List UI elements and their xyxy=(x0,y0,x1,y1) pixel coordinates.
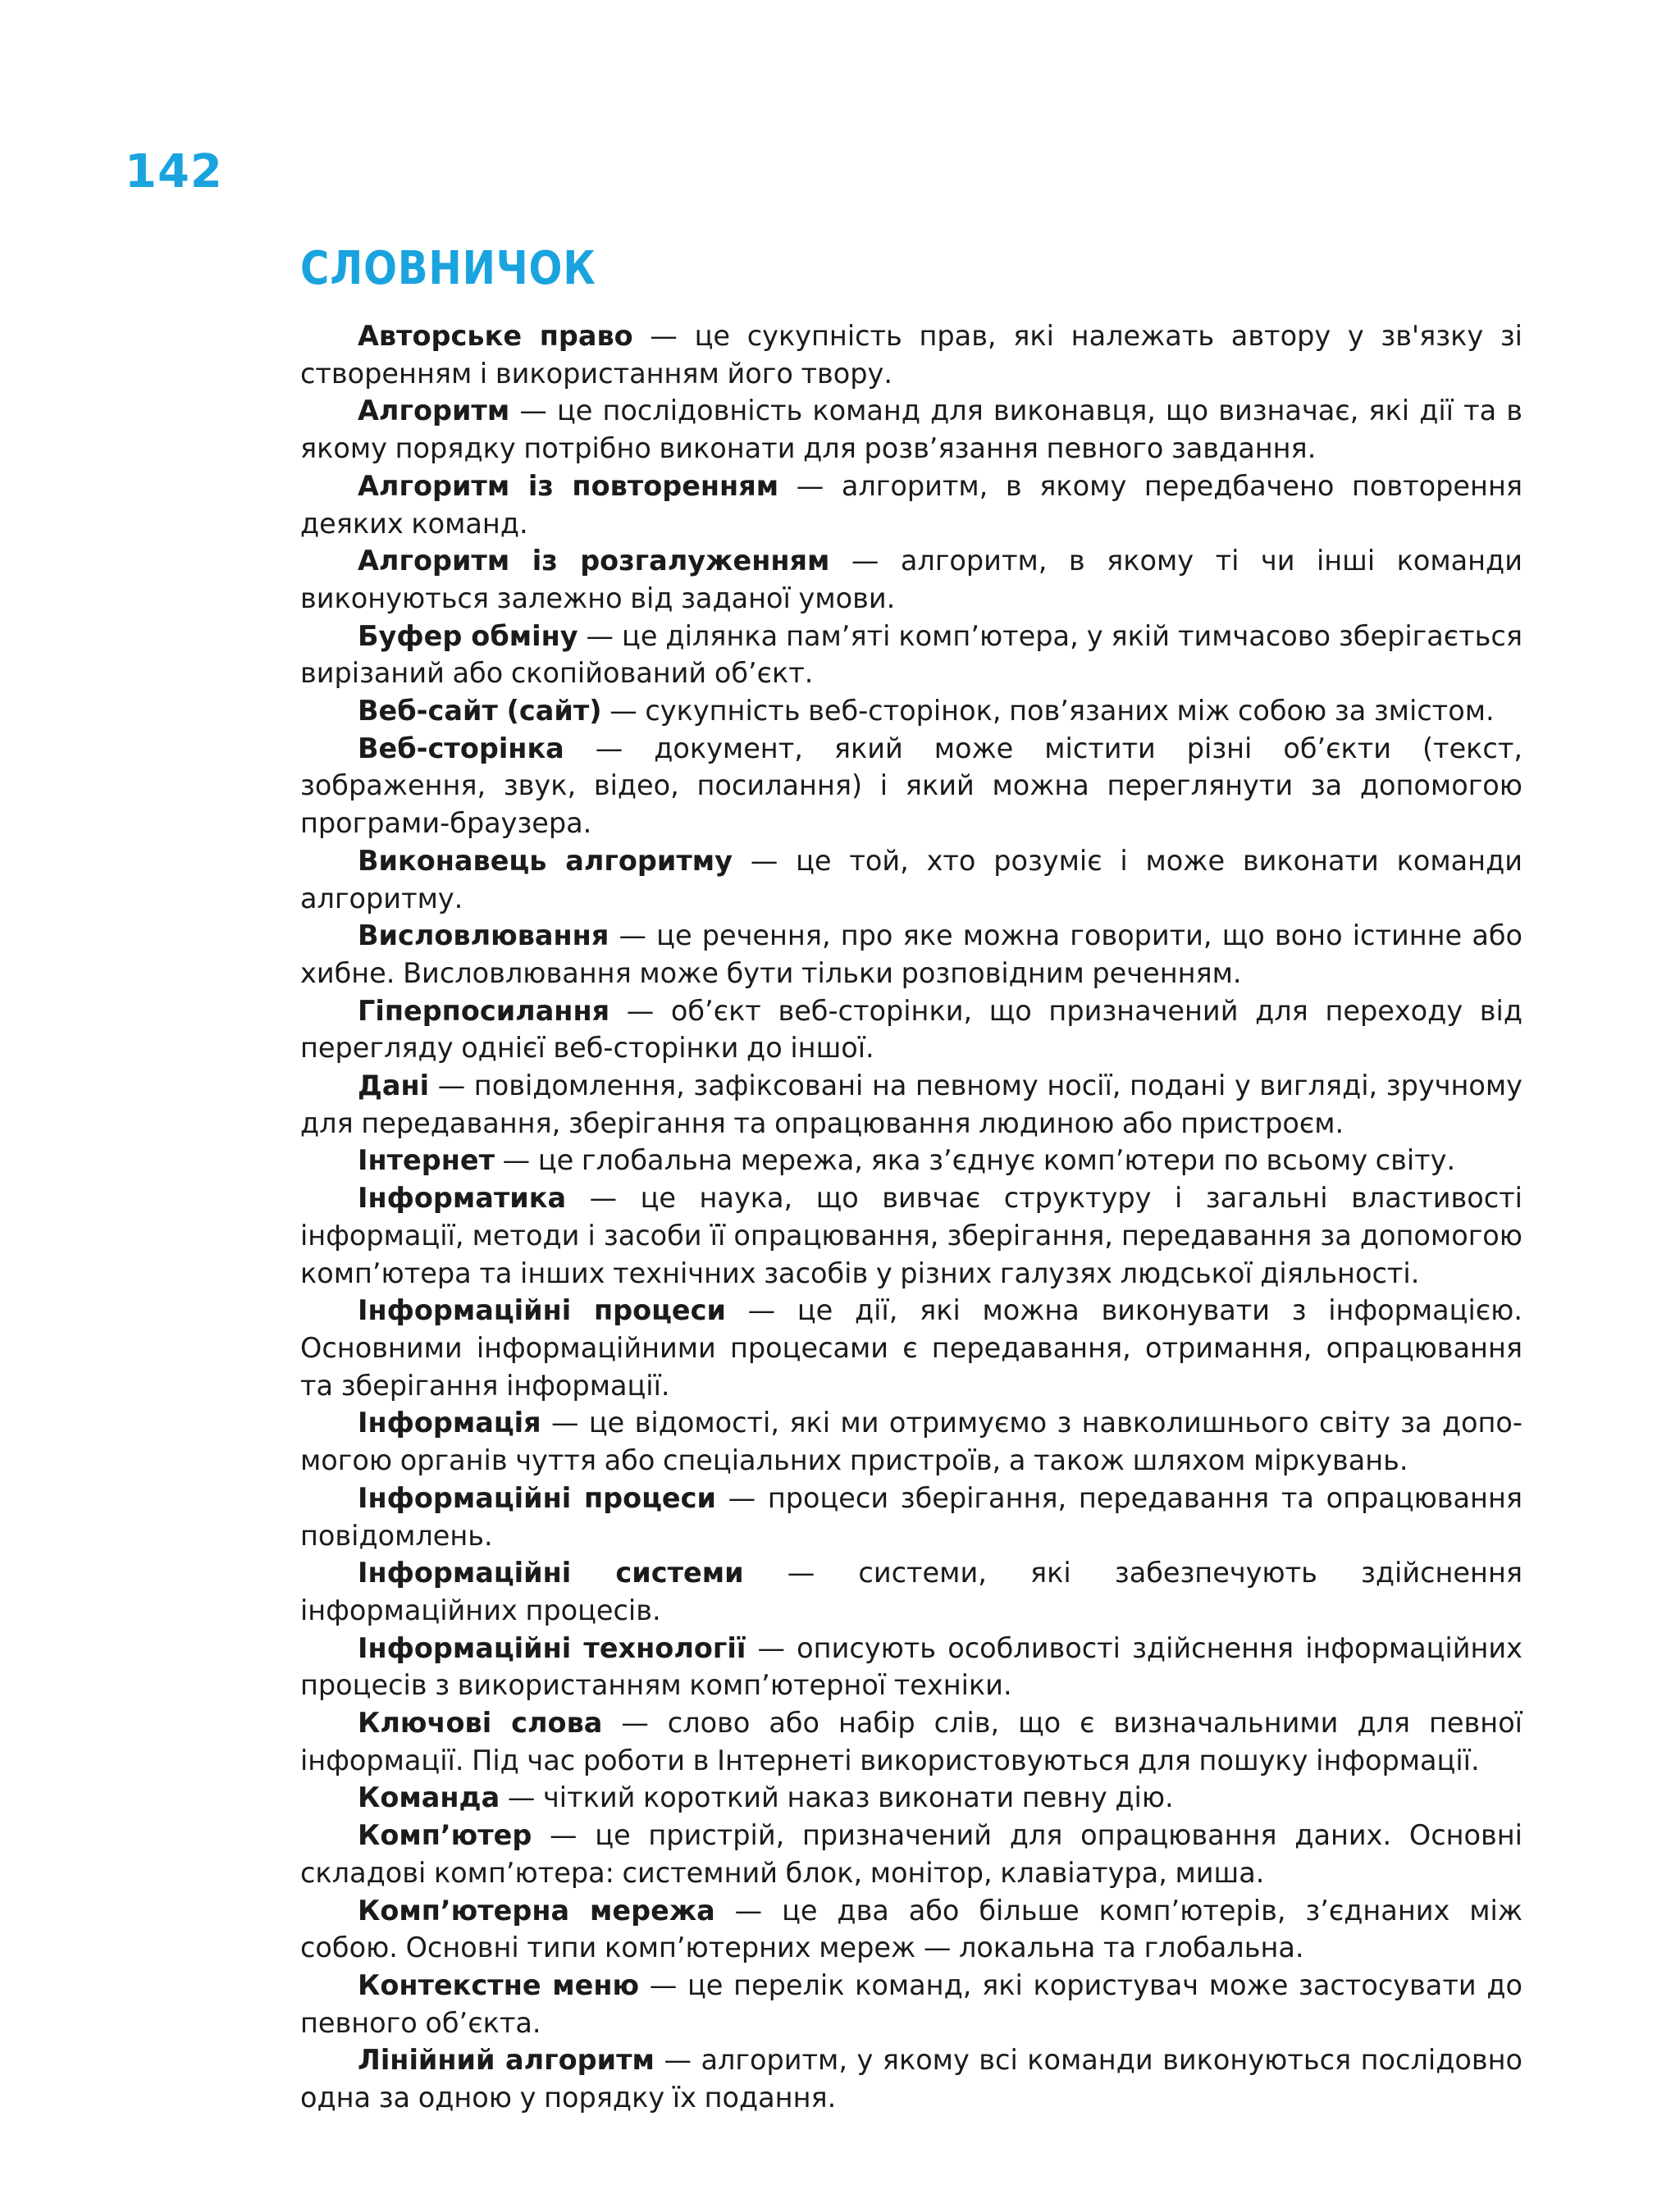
glossary-entry xyxy=(300,467,1522,542)
glossary-definition: — це глобальна мережа, яка з’єднує комп’ютери по всьому світу. xyxy=(495,1144,1456,1177)
glossary-term: Команда xyxy=(358,1781,500,1814)
glossary-entry xyxy=(300,730,1522,842)
glossary-definition: — системи, які забезпечують здійснення інформаційних процесів. xyxy=(300,1557,1522,1626)
glossary-entry xyxy=(300,392,1522,467)
glossary-term: Алгоритм із розгалуженням xyxy=(358,545,830,577)
glossary-term: Алгоритм із повторенням xyxy=(358,469,779,502)
glossary-entry xyxy=(300,1179,1522,1292)
glossary-entry xyxy=(300,1404,1522,1479)
glossary-entry xyxy=(300,542,1522,617)
glossary-entry xyxy=(300,1779,1522,1817)
glossary-definition: — це відомості, які ми отримуємо з навколишнього світу за допомогою органів чуття або спеціальних пристроїв, а також шляхом міркувань. xyxy=(300,1407,1522,1477)
page-title: СЛОВНИЧОК xyxy=(300,242,596,295)
glossary-definition: — це наука, що вивчає структуру і загальні властивості інформації, методи і засоби її опрацювання, зберігання, передавання за допомогою комп’ютера та інших технічних засобів у різних галузях людської діяльності. xyxy=(300,1182,1522,1289)
glossary-definition: — описують особливості здійснення інформаційних процесів з використанням комп’ютерної техніки. xyxy=(300,1631,1522,1702)
glossary-term: Інформаційні процеси xyxy=(358,1294,726,1327)
glossary-entry xyxy=(300,692,1522,730)
glossary-entry xyxy=(300,1704,1522,1779)
glossary-term: Інформація xyxy=(358,1407,541,1439)
glossary-definition: — це дії, які можна виконувати з інформацією. Основними інформаційними процесами є передавання, отримання, опрацювання та зберігання інформації. xyxy=(300,1294,1523,1402)
page-number: 142 xyxy=(125,145,223,198)
glossary-definition: — це послідовність команд для виконавця, що визначає, які дії та в якому порядку потрібно виконати для розв’язання певного завдання. xyxy=(300,395,1522,465)
glossary-entry xyxy=(300,1892,1522,1967)
glossary-term: Авторське право xyxy=(358,320,633,352)
glossary-entry xyxy=(300,992,1522,1067)
glossary-entry xyxy=(300,1142,1522,1179)
glossary-term: Ключові слова xyxy=(358,1707,603,1740)
glossary-entry xyxy=(300,1630,1522,1704)
glossary-entry xyxy=(300,1817,1522,1891)
glossary-term: Гіперпосилання xyxy=(358,994,610,1027)
glossary-entry xyxy=(300,2041,1522,2116)
glossary-definition: — повідомлення, зафіксовані на певному носії, подані у вигляді, зручному для передавання, зберігання та опрацювання людиною або пристроєм. xyxy=(300,1070,1522,1139)
glossary-term: Алгоритм xyxy=(358,395,510,427)
glossary-entry xyxy=(300,1554,1522,1629)
glossary-term: Виконавець алгоритму xyxy=(358,844,733,877)
glossary-entry xyxy=(300,317,1522,392)
glossary-definition: — чіткий короткий наказ виконати певну дію. xyxy=(500,1781,1174,1814)
glossary-definition: — це пристрій, призначений для опрацювання даних. Основні складові комп’ютера: системний блок, монітор, клавіатура, миша. xyxy=(300,1819,1522,1889)
glossary-definition: — документ, який може містити різні об’єкти (текст, зображення, звук, відео, посилання) і який можна переглянути за допомогою програми-браузера. xyxy=(300,732,1522,840)
glossary-term: Висловлювання xyxy=(358,919,609,952)
glossary-definition: — алгоритм, у якому всі команди виконуються послідовно одна за одною у порядку їх подання. xyxy=(300,2044,1522,2114)
glossary-entry xyxy=(300,1967,1522,2041)
glossary-term: Комп’ютер xyxy=(358,1819,532,1852)
glossary-term: Інформатика xyxy=(358,1182,567,1215)
glossary-term: Дані xyxy=(358,1070,430,1102)
glossary-definition: — алгоритм, в якому передбачено повторення деяких команд. xyxy=(300,469,1522,540)
glossary-term: Веб-сайт (сайт) xyxy=(358,695,602,727)
glossary-term: Інтернет xyxy=(358,1144,495,1177)
glossary-term: Інформаційні процеси xyxy=(358,1481,716,1514)
glossary-entry xyxy=(300,1480,1522,1554)
glossary-definition: — це той, хто розуміє і може виконати команди алгоритму. xyxy=(300,844,1522,914)
glossary-term: Інформаційні технології xyxy=(358,1631,746,1664)
glossary-entry xyxy=(300,842,1522,917)
glossary-term: Інформаційні системи xyxy=(358,1557,744,1589)
glossary-entry xyxy=(300,618,1522,692)
glossary-definition: — сукупність веб-сторінок, пов’язаних між собою за змістом. xyxy=(601,695,1495,727)
glossary-definition: — слово або набір слів, що є визначальними для певної інформації. Під час роботи в Інтернеті використовуються для пошуку інформації. xyxy=(300,1707,1522,1776)
glossary-definition: — алгоритм, в якому ті чи інші команди виконуються залежно від заданої умови. xyxy=(300,545,1522,614)
glossary-entry xyxy=(300,1067,1522,1142)
glossary-definition: — це сукупність прав, які належать автору у зв'язку зі створенням і використанням його твору. xyxy=(300,320,1522,390)
glossary-entry xyxy=(300,917,1522,992)
glossary-definition: — це речення, про яке можна говорити, що воно істинне або хибне. Висловлювання може бути тільки розповідним реченням. xyxy=(300,919,1522,989)
glossary-definition: — це ділянка пам’яті комп’ютера, у якій тимчасово зберігається вирізаний або скопійований об’єкт. xyxy=(300,619,1522,690)
glossary-term: Веб-сторінка xyxy=(358,732,564,764)
glossary-term: Комп’ютерна мережа xyxy=(358,1894,715,1927)
glossary-term: Буфер обміну xyxy=(358,619,578,652)
glossary-list xyxy=(300,317,1522,2117)
glossary-definition: — об’єкт веб-сторінки, що призначений для переходу від перегляду однієї веб-сторінки до іншої. xyxy=(300,994,1522,1065)
glossary-term: Лінійний алгоритм xyxy=(358,2044,655,2077)
glossary-definition: — процеси зберігання, передавання та опрацювання повідомлень. xyxy=(300,1481,1522,1552)
glossary-entry xyxy=(300,1292,1522,1404)
glossary-term: Контекстне меню xyxy=(358,1968,640,2001)
glossary-definition: — це два або більше комп’ютерів, з’єднаних між собою. Основні типи комп’ютерних мереж — локальна та глобальна. xyxy=(300,1894,1522,1964)
glossary-definition: — це перелік команд, які користувач може застосувати до певного об’єкта. xyxy=(300,1968,1522,2039)
